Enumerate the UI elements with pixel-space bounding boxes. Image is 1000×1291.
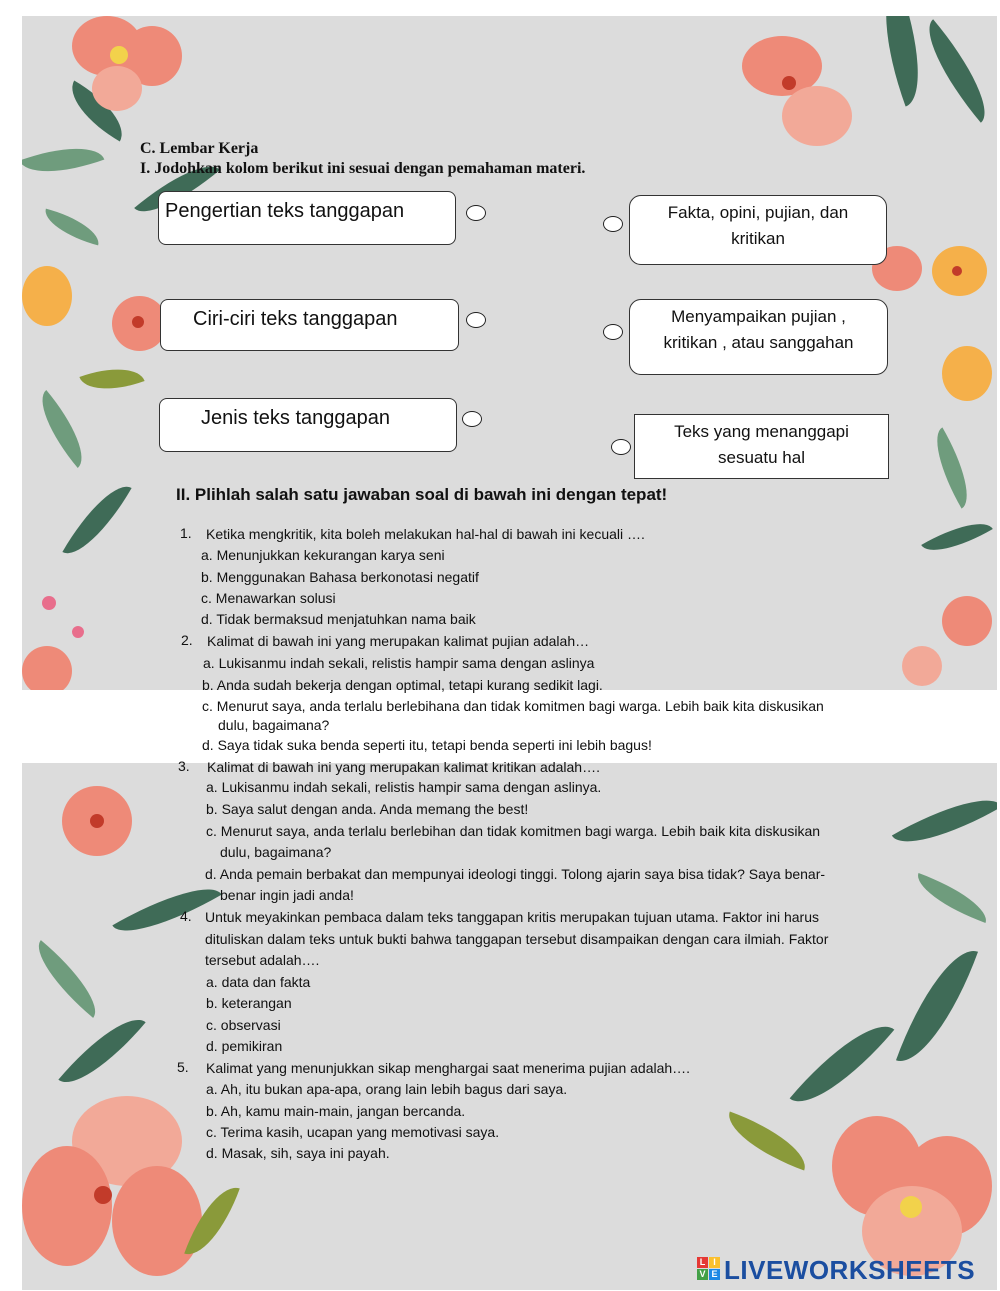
left-item-label: Jenis teks tanggapan — [201, 407, 391, 429]
question-4-option-a[interactable]: a. data dan fakta — [206, 974, 311, 990]
floral-decoration-right-middle — [882, 346, 997, 706]
question-1-text: Ketika mengkritik, kita boleh melakukan hal-hal di bawah ini kecuali …. — [206, 526, 645, 542]
section-c-title: C. Lembar Kerja — [140, 140, 259, 157]
question-2-option-c[interactable]: c. Menurut saya, anda terlalu berlebihana dan tidak komitmen bagi warga. Lebih baik kita diskusikan — [202, 698, 824, 714]
left-item-label: Pengertian teks tanggapan — [165, 200, 405, 222]
question-5-option-d[interactable]: d. Masak, sih, saya ini payah. — [206, 1145, 390, 1161]
section-2-title: II. Plihlah salah satu jawaban soal di bawah ini dengan tepat! — [176, 485, 668, 504]
liveworksheets-logo-icon — [697, 1257, 721, 1283]
question-3-option-b[interactable]: b. Saya salut dengan anda. Anda memang the best! — [206, 801, 529, 817]
question-2-text: Kalimat di bawah ini yang merupakan kalimat pujian adalah… — [207, 633, 590, 649]
floral-decoration-top-right — [722, 16, 997, 346]
question-1-option-d[interactable]: d. Tidak bermaksud menjatuhkan nama baik — [201, 611, 476, 627]
question-2-option-d[interactable]: d. Saya tidak suka benda seperti itu, tetapi benda seperti ini lebih bagus! — [202, 737, 652, 753]
question-4-text-line-3: tersebut adalah…. — [205, 952, 320, 968]
logo-letter: V — [697, 1269, 708, 1280]
left-item-2 — [160, 299, 459, 351]
question-2-option-b[interactable]: b. Anda sudah bekerja dengan optimal, tetapi kurang sedikit lagi. — [202, 677, 603, 693]
question-4-option-c[interactable]: c. observasi — [206, 1017, 281, 1033]
question-5-option-b[interactable]: b. Ah, kamu main-main, jangan bercanda. — [206, 1103, 466, 1119]
right-item-line: kritikan — [731, 229, 785, 248]
right-item-2-connector[interactable] — [603, 324, 623, 340]
question-3-option-a[interactable]: a. Lukisanmu indah sekali, relistis hampir sama dengan aslinya. — [206, 779, 602, 795]
question-1-option-b[interactable]: b. Menggunakan Bahasa berkonotasi negatif — [201, 569, 479, 585]
question-5-option-c[interactable]: c. Terima kasih, ucapan yang memotivasi saya. — [206, 1124, 500, 1140]
floral-decoration-left-middle — [22, 266, 172, 696]
logo-letter: L — [697, 1257, 708, 1268]
left-item-label: Ciri-ciri teks tanggapan — [193, 308, 398, 330]
question-3-option-d[interactable]: d. Anda pemain berbakat dan mempunyai ideologi tinggi. Tolong ajarin saya bisa tidak? Saya benar- — [205, 866, 826, 882]
question-4-option-b[interactable]: b. keterangan — [206, 995, 292, 1011]
left-item-3 — [159, 398, 457, 452]
right-item-3 — [634, 414, 889, 479]
right-item-line: Menyampaikan pujian , — [671, 307, 846, 326]
question-3-option-d-continued: benar ingin jadi anda! — [220, 887, 354, 903]
right-item-line: sesuatu hal — [718, 448, 805, 467]
liveworksheets-brand: LIVEWORKSHEETS — [724, 1255, 976, 1285]
right-item-line: Fakta, opini, pujian, dan — [667, 203, 849, 222]
section-1-title: I. Jodohkan kolom berikut ini sesuai dengan pemahaman materi. — [140, 160, 586, 177]
question-5-text: Kalimat yang menunjukkan sikap menghargai saat menerima pujian adalah…. — [206, 1060, 691, 1076]
left-item-1-connector[interactable] — [466, 205, 486, 221]
question-2-option-a[interactable]: a. Lukisanmu indah sekali, relistis hampir sama dengan aslinya — [203, 655, 595, 671]
question-1-number: 1. — [180, 525, 192, 541]
question-4-text-line-2: dituliskan dalam teks untuk bukti bahwa tanggapan tersebut disampaikan dengan cara ilmiah. Faktor — [205, 931, 829, 947]
question-4-text-line-1: Untuk meyakinkan pembaca dalam teks tanggapan kritis merupakan tujuan utama. Faktor ini harus — [205, 909, 819, 925]
left-item-3-connector[interactable] — [462, 411, 482, 427]
question-3-number: 3. — [178, 758, 190, 774]
right-item-1 — [629, 195, 887, 265]
question-4-option-d[interactable]: d. pemikiran — [206, 1038, 283, 1054]
logo-letter: E — [709, 1269, 720, 1280]
right-item-3-connector[interactable] — [611, 439, 631, 455]
question-3-option-c-continued: dulu, bagaimana? — [220, 844, 332, 860]
left-item-2-connector[interactable] — [466, 312, 486, 328]
question-3-option-c[interactable]: c. Menurut saya, anda terlalu berlebihan dan tidak komitmen bagi warga. Lebih baik kita diskusikan — [206, 823, 821, 839]
logo-letter: I — [709, 1257, 720, 1268]
right-item-1-connector[interactable] — [603, 216, 623, 232]
question-5-number: 5. — [177, 1059, 189, 1075]
question-5-option-a[interactable]: a. Ah, itu bukan apa-apa, orang lain lebih bagus dari saya. — [206, 1081, 568, 1097]
right-item-2 — [629, 299, 888, 375]
right-item-line: kritikan , atau sanggahan — [663, 333, 854, 352]
question-2-number: 2. — [181, 632, 193, 648]
question-4-number: 4. — [180, 908, 192, 924]
question-3-text: Kalimat di bawah ini yang merupakan kalimat kritikan adalah…. — [207, 759, 600, 775]
question-1-option-c[interactable]: c. Menawarkan solusi — [201, 590, 336, 606]
floral-decoration-bottom-right — [722, 786, 997, 1290]
question-1-option-a[interactable]: a. Menunjukkan kekurangan karya seni — [201, 547, 445, 563]
question-2-option-c-continued: dulu, bagaimana? — [218, 717, 330, 733]
floral-decoration-bottom-left — [22, 766, 222, 1290]
left-item-1 — [158, 191, 456, 245]
right-item-line: Teks yang menanggapi — [674, 422, 849, 441]
